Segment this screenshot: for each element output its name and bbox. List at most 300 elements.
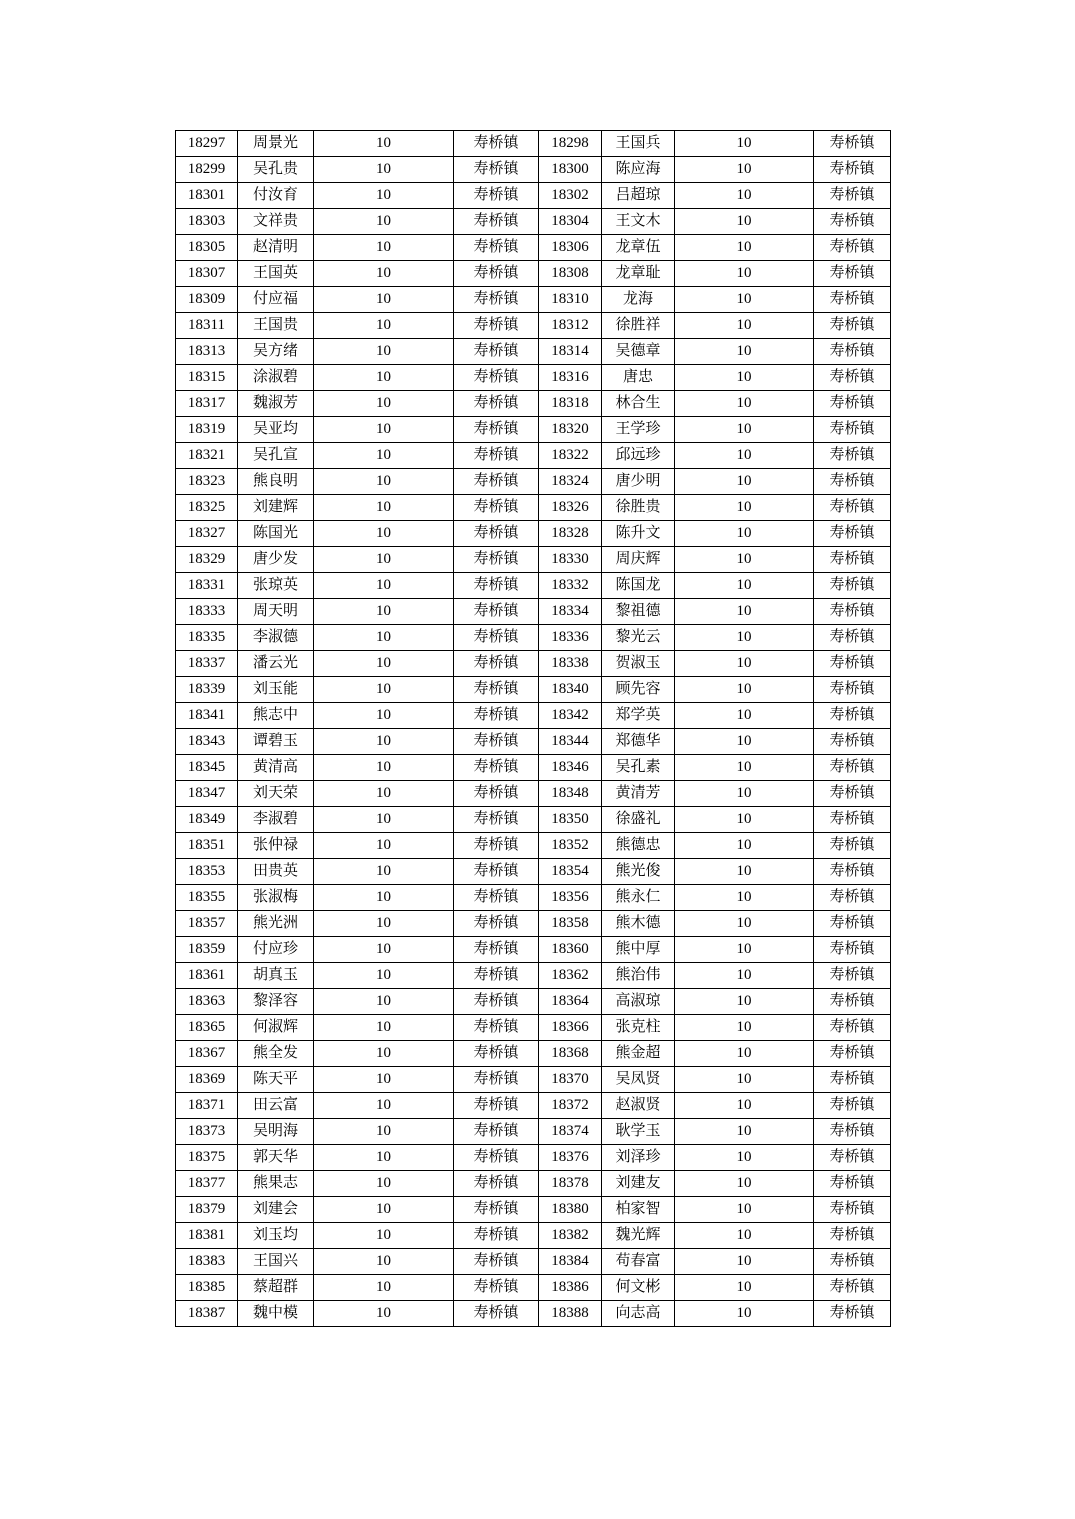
- name-cell: 刘建辉: [238, 495, 314, 521]
- amount-cell: 10: [314, 1015, 454, 1041]
- name-cell: 田云富: [238, 1093, 314, 1119]
- name-cell: 陈天平: [238, 1067, 314, 1093]
- town-cell: 寿桥镇: [454, 1015, 539, 1041]
- table-row: [176, 807, 891, 833]
- amount-cell: 10: [675, 963, 814, 989]
- town-cell: 寿桥镇: [454, 547, 539, 573]
- amount-cell: 10: [314, 1249, 454, 1275]
- amount-cell: 10: [675, 1041, 814, 1067]
- id-cell: 18320: [539, 417, 602, 443]
- town-cell: 寿桥镇: [814, 755, 891, 781]
- name-cell: 吴方绪: [238, 339, 314, 365]
- name-cell: 王学珍: [602, 417, 675, 443]
- town-cell: 寿桥镇: [814, 1145, 891, 1171]
- town-cell: 寿桥镇: [814, 1249, 891, 1275]
- amount-cell: 10: [314, 989, 454, 1015]
- id-cell: 18377: [176, 1171, 238, 1197]
- id-cell: 18341: [176, 703, 238, 729]
- amount-cell: 10: [314, 781, 454, 807]
- amount-cell: 10: [314, 1223, 454, 1249]
- amount-cell: 10: [675, 755, 814, 781]
- amount-cell: 10: [314, 391, 454, 417]
- town-cell: 寿桥镇: [454, 1301, 539, 1327]
- town-cell: 寿桥镇: [454, 1119, 539, 1145]
- town-cell: 寿桥镇: [454, 599, 539, 625]
- town-cell: 寿桥镇: [454, 833, 539, 859]
- name-cell: 徐盛礼: [602, 807, 675, 833]
- table-row: [176, 547, 891, 573]
- town-cell: 寿桥镇: [814, 1067, 891, 1093]
- id-cell: 18314: [539, 339, 602, 365]
- id-cell: 18322: [539, 443, 602, 469]
- table-row: [176, 391, 891, 417]
- name-cell: 陈国光: [238, 521, 314, 547]
- name-cell: 张淑梅: [238, 885, 314, 911]
- amount-cell: 10: [675, 469, 814, 495]
- amount-cell: 10: [314, 625, 454, 651]
- name-cell: 付应福: [238, 287, 314, 313]
- amount-cell: 10: [675, 1275, 814, 1301]
- amount-cell: 10: [675, 729, 814, 755]
- amount-cell: 10: [314, 1067, 454, 1093]
- name-cell: 刘玉能: [238, 677, 314, 703]
- town-cell: 寿桥镇: [454, 235, 539, 261]
- amount-cell: 10: [675, 339, 814, 365]
- id-cell: 18386: [539, 1275, 602, 1301]
- id-cell: 18385: [176, 1275, 238, 1301]
- amount-cell: 10: [675, 807, 814, 833]
- town-cell: 寿桥镇: [814, 235, 891, 261]
- id-cell: 18357: [176, 911, 238, 937]
- amount-cell: 10: [675, 677, 814, 703]
- name-cell: 熊治伟: [602, 963, 675, 989]
- table-row: [176, 261, 891, 287]
- name-cell: 潘云光: [238, 651, 314, 677]
- amount-cell: 10: [675, 989, 814, 1015]
- town-cell: 寿桥镇: [814, 807, 891, 833]
- name-cell: 熊中厚: [602, 937, 675, 963]
- id-cell: 18323: [176, 469, 238, 495]
- town-cell: 寿桥镇: [814, 157, 891, 183]
- table-row: [176, 755, 891, 781]
- id-cell: 18369: [176, 1067, 238, 1093]
- amount-cell: 10: [314, 339, 454, 365]
- name-cell: 陈应海: [602, 157, 675, 183]
- table-row: [176, 1171, 891, 1197]
- id-cell: 18301: [176, 183, 238, 209]
- amount-cell: 10: [314, 1171, 454, 1197]
- id-cell: 18350: [539, 807, 602, 833]
- table-row: [176, 599, 891, 625]
- id-cell: 18359: [176, 937, 238, 963]
- name-cell: 贺淑玉: [602, 651, 675, 677]
- town-cell: 寿桥镇: [454, 391, 539, 417]
- town-cell: 寿桥镇: [814, 703, 891, 729]
- name-cell: 李淑德: [238, 625, 314, 651]
- name-cell: 何文彬: [602, 1275, 675, 1301]
- name-cell: 田贵英: [238, 859, 314, 885]
- name-cell: 周天明: [238, 599, 314, 625]
- name-cell: 龙海: [602, 287, 675, 313]
- amount-cell: 10: [675, 417, 814, 443]
- amount-cell: 10: [314, 807, 454, 833]
- town-cell: 寿桥镇: [454, 469, 539, 495]
- id-cell: 18372: [539, 1093, 602, 1119]
- amount-cell: 10: [675, 1145, 814, 1171]
- amount-cell: 10: [675, 157, 814, 183]
- town-cell: 寿桥镇: [814, 131, 891, 157]
- table-row: [176, 1249, 891, 1275]
- name-cell: 林合生: [602, 391, 675, 417]
- name-cell: 魏中模: [238, 1301, 314, 1327]
- town-cell: 寿桥镇: [454, 417, 539, 443]
- name-cell: 唐少明: [602, 469, 675, 495]
- town-cell: 寿桥镇: [454, 521, 539, 547]
- id-cell: 18383: [176, 1249, 238, 1275]
- table-row: [176, 1093, 891, 1119]
- name-cell: 唐少发: [238, 547, 314, 573]
- id-cell: 18342: [539, 703, 602, 729]
- amount-cell: 10: [314, 1275, 454, 1301]
- name-cell: 吴孔素: [602, 755, 675, 781]
- amount-cell: 10: [314, 443, 454, 469]
- name-cell: 郑学英: [602, 703, 675, 729]
- id-cell: 18304: [539, 209, 602, 235]
- name-cell: 黎光云: [602, 625, 675, 651]
- id-cell: 18363: [176, 989, 238, 1015]
- name-cell: 熊果志: [238, 1171, 314, 1197]
- town-cell: 寿桥镇: [814, 417, 891, 443]
- id-cell: 18319: [176, 417, 238, 443]
- town-cell: 寿桥镇: [814, 599, 891, 625]
- amount-cell: 10: [675, 833, 814, 859]
- amount-cell: 10: [675, 599, 814, 625]
- table-row: [176, 1197, 891, 1223]
- amount-cell: 10: [314, 131, 454, 157]
- amount-cell: 10: [314, 365, 454, 391]
- id-cell: 18375: [176, 1145, 238, 1171]
- amount-cell: 10: [675, 1301, 814, 1327]
- amount-cell: 10: [675, 1093, 814, 1119]
- town-cell: 寿桥镇: [814, 209, 891, 235]
- table-row: [176, 937, 891, 963]
- amount-cell: 10: [675, 1119, 814, 1145]
- amount-cell: 10: [314, 859, 454, 885]
- table-row: [176, 703, 891, 729]
- name-cell: 付应珍: [238, 937, 314, 963]
- town-cell: 寿桥镇: [454, 703, 539, 729]
- id-cell: 18368: [539, 1041, 602, 1067]
- name-cell: 赵淑贤: [602, 1093, 675, 1119]
- id-cell: 18387: [176, 1301, 238, 1327]
- table-row: [176, 521, 891, 547]
- name-cell: 熊永仁: [602, 885, 675, 911]
- amount-cell: 10: [675, 235, 814, 261]
- name-cell: 李淑碧: [238, 807, 314, 833]
- amount-cell: 10: [314, 1145, 454, 1171]
- id-cell: 18354: [539, 859, 602, 885]
- table-row: [176, 859, 891, 885]
- id-cell: 18303: [176, 209, 238, 235]
- town-cell: 寿桥镇: [814, 547, 891, 573]
- name-cell: 吴凤贤: [602, 1067, 675, 1093]
- table-row: [176, 1145, 891, 1171]
- town-cell: 寿桥镇: [814, 573, 891, 599]
- name-cell: 吴明海: [238, 1119, 314, 1145]
- id-cell: 18346: [539, 755, 602, 781]
- table-row: [176, 573, 891, 599]
- amount-cell: 10: [675, 313, 814, 339]
- id-cell: 18298: [539, 131, 602, 157]
- id-cell: 18367: [176, 1041, 238, 1067]
- amount-cell: 10: [314, 677, 454, 703]
- name-cell: 刘泽珍: [602, 1145, 675, 1171]
- town-cell: 寿桥镇: [454, 1093, 539, 1119]
- id-cell: 18365: [176, 1015, 238, 1041]
- town-cell: 寿桥镇: [814, 1275, 891, 1301]
- town-cell: 寿桥镇: [454, 885, 539, 911]
- amount-cell: 10: [314, 1119, 454, 1145]
- table-row: [176, 1015, 891, 1041]
- town-cell: 寿桥镇: [814, 521, 891, 547]
- amount-cell: 10: [675, 573, 814, 599]
- name-cell: 顾先容: [602, 677, 675, 703]
- town-cell: 寿桥镇: [814, 183, 891, 209]
- name-cell: 赵清明: [238, 235, 314, 261]
- name-cell: 王国英: [238, 261, 314, 287]
- town-cell: 寿桥镇: [454, 1145, 539, 1171]
- town-cell: 寿桥镇: [814, 1171, 891, 1197]
- table-row: [176, 417, 891, 443]
- amount-cell: 10: [314, 1301, 454, 1327]
- town-cell: 寿桥镇: [814, 885, 891, 911]
- name-cell: 苟春富: [602, 1249, 675, 1275]
- id-cell: 18305: [176, 235, 238, 261]
- id-cell: 18344: [539, 729, 602, 755]
- id-cell: 18325: [176, 495, 238, 521]
- town-cell: 寿桥镇: [454, 1223, 539, 1249]
- name-cell: 吴亚均: [238, 417, 314, 443]
- id-cell: 18388: [539, 1301, 602, 1327]
- id-cell: 18302: [539, 183, 602, 209]
- name-cell: 刘建会: [238, 1197, 314, 1223]
- amount-cell: 10: [675, 651, 814, 677]
- table-row: [176, 313, 891, 339]
- name-cell: 刘建友: [602, 1171, 675, 1197]
- table-row: [176, 625, 891, 651]
- id-cell: 18311: [176, 313, 238, 339]
- table-row: [176, 469, 891, 495]
- id-cell: 18381: [176, 1223, 238, 1249]
- id-cell: 18351: [176, 833, 238, 859]
- name-cell: 文祥贵: [238, 209, 314, 235]
- name-cell: 唐忠: [602, 365, 675, 391]
- name-cell: 龙章耻: [602, 261, 675, 287]
- id-cell: 18309: [176, 287, 238, 313]
- name-cell: 王国贵: [238, 313, 314, 339]
- table-row: [176, 1119, 891, 1145]
- id-cell: 18316: [539, 365, 602, 391]
- amount-cell: 10: [314, 495, 454, 521]
- amount-cell: 10: [675, 443, 814, 469]
- name-cell: 张琼英: [238, 573, 314, 599]
- id-cell: 18331: [176, 573, 238, 599]
- town-cell: 寿桥镇: [454, 573, 539, 599]
- amount-cell: 10: [314, 573, 454, 599]
- town-cell: 寿桥镇: [814, 651, 891, 677]
- amount-cell: 10: [675, 1171, 814, 1197]
- name-cell: 王国兵: [602, 131, 675, 157]
- amount-cell: 10: [314, 1041, 454, 1067]
- town-cell: 寿桥镇: [814, 287, 891, 313]
- town-cell: 寿桥镇: [814, 495, 891, 521]
- id-cell: 18306: [539, 235, 602, 261]
- name-cell: 熊志中: [238, 703, 314, 729]
- name-cell: 吴德章: [602, 339, 675, 365]
- table-row: [176, 911, 891, 937]
- id-cell: 18299: [176, 157, 238, 183]
- table-row: [176, 495, 891, 521]
- amount-cell: 10: [314, 885, 454, 911]
- table-row: [176, 989, 891, 1015]
- id-cell: 18352: [539, 833, 602, 859]
- table-row: [176, 287, 891, 313]
- town-cell: 寿桥镇: [814, 911, 891, 937]
- name-cell: 郭天华: [238, 1145, 314, 1171]
- id-cell: 18328: [539, 521, 602, 547]
- amount-cell: 10: [675, 521, 814, 547]
- id-cell: 18318: [539, 391, 602, 417]
- amount-cell: 10: [314, 261, 454, 287]
- name-cell: 徐胜贵: [602, 495, 675, 521]
- town-cell: 寿桥镇: [814, 729, 891, 755]
- table-row: [176, 183, 891, 209]
- amount-cell: 10: [314, 703, 454, 729]
- id-cell: 18334: [539, 599, 602, 625]
- id-cell: 18340: [539, 677, 602, 703]
- town-cell: 寿桥镇: [814, 1301, 891, 1327]
- town-cell: 寿桥镇: [814, 677, 891, 703]
- id-cell: 18332: [539, 573, 602, 599]
- name-cell: 何淑辉: [238, 1015, 314, 1041]
- town-cell: 寿桥镇: [814, 625, 891, 651]
- id-cell: 18327: [176, 521, 238, 547]
- name-cell: 柏家智: [602, 1197, 675, 1223]
- town-cell: 寿桥镇: [814, 339, 891, 365]
- amount-cell: 10: [314, 833, 454, 859]
- town-cell: 寿桥镇: [814, 365, 891, 391]
- id-cell: 18335: [176, 625, 238, 651]
- town-cell: 寿桥镇: [814, 313, 891, 339]
- table-row: [176, 443, 891, 469]
- amount-cell: 10: [314, 599, 454, 625]
- town-cell: 寿桥镇: [814, 391, 891, 417]
- town-cell: 寿桥镇: [454, 339, 539, 365]
- name-cell: 付汝育: [238, 183, 314, 209]
- name-cell: 王国兴: [238, 1249, 314, 1275]
- name-cell: 涂淑碧: [238, 365, 314, 391]
- id-cell: 18362: [539, 963, 602, 989]
- amount-cell: 10: [314, 547, 454, 573]
- amount-cell: 10: [314, 755, 454, 781]
- amount-cell: 10: [675, 625, 814, 651]
- name-cell: 熊木德: [602, 911, 675, 937]
- amount-cell: 10: [314, 729, 454, 755]
- amount-cell: 10: [314, 209, 454, 235]
- id-cell: 18343: [176, 729, 238, 755]
- table-row: [176, 365, 891, 391]
- table-row: [176, 1067, 891, 1093]
- town-cell: 寿桥镇: [814, 469, 891, 495]
- table-row: [176, 131, 891, 157]
- name-cell: 张仲禄: [238, 833, 314, 859]
- name-cell: 龙章伍: [602, 235, 675, 261]
- town-cell: 寿桥镇: [454, 625, 539, 651]
- amount-cell: 10: [675, 391, 814, 417]
- name-cell: 黎泽容: [238, 989, 314, 1015]
- town-cell: 寿桥镇: [454, 781, 539, 807]
- id-cell: 18307: [176, 261, 238, 287]
- amount-cell: 10: [675, 937, 814, 963]
- amount-cell: 10: [675, 781, 814, 807]
- id-cell: 18360: [539, 937, 602, 963]
- name-cell: 张克柱: [602, 1015, 675, 1041]
- name-cell: 徐胜祥: [602, 313, 675, 339]
- amount-cell: 10: [675, 1015, 814, 1041]
- amount-cell: 10: [675, 1249, 814, 1275]
- table-row: [176, 1275, 891, 1301]
- amount-cell: 10: [675, 209, 814, 235]
- amount-cell: 10: [314, 157, 454, 183]
- name-cell: 刘玉均: [238, 1223, 314, 1249]
- id-cell: 18380: [539, 1197, 602, 1223]
- town-cell: 寿桥镇: [814, 1197, 891, 1223]
- table-row: [176, 157, 891, 183]
- name-cell: 黄清芳: [602, 781, 675, 807]
- town-cell: 寿桥镇: [814, 443, 891, 469]
- amount-cell: 10: [675, 703, 814, 729]
- town-cell: 寿桥镇: [454, 183, 539, 209]
- town-cell: 寿桥镇: [454, 1275, 539, 1301]
- town-cell: 寿桥镇: [454, 963, 539, 989]
- name-cell: 陈升文: [602, 521, 675, 547]
- town-cell: 寿桥镇: [454, 1067, 539, 1093]
- town-cell: 寿桥镇: [454, 859, 539, 885]
- town-cell: 寿桥镇: [814, 1015, 891, 1041]
- id-cell: 18361: [176, 963, 238, 989]
- id-cell: 18345: [176, 755, 238, 781]
- roster-table: [175, 130, 891, 1327]
- amount-cell: 10: [314, 417, 454, 443]
- town-cell: 寿桥镇: [454, 1249, 539, 1275]
- id-cell: 18330: [539, 547, 602, 573]
- amount-cell: 10: [675, 261, 814, 287]
- table-row: [176, 781, 891, 807]
- id-cell: 18379: [176, 1197, 238, 1223]
- id-cell: 18348: [539, 781, 602, 807]
- name-cell: 蔡超群: [238, 1275, 314, 1301]
- amount-cell: 10: [675, 1067, 814, 1093]
- town-cell: 寿桥镇: [454, 677, 539, 703]
- amount-cell: 10: [675, 547, 814, 573]
- name-cell: 郑德华: [602, 729, 675, 755]
- name-cell: 熊光洲: [238, 911, 314, 937]
- name-cell: 黎祖德: [602, 599, 675, 625]
- id-cell: 18355: [176, 885, 238, 911]
- id-cell: 18384: [539, 1249, 602, 1275]
- id-cell: 18339: [176, 677, 238, 703]
- name-cell: 熊全发: [238, 1041, 314, 1067]
